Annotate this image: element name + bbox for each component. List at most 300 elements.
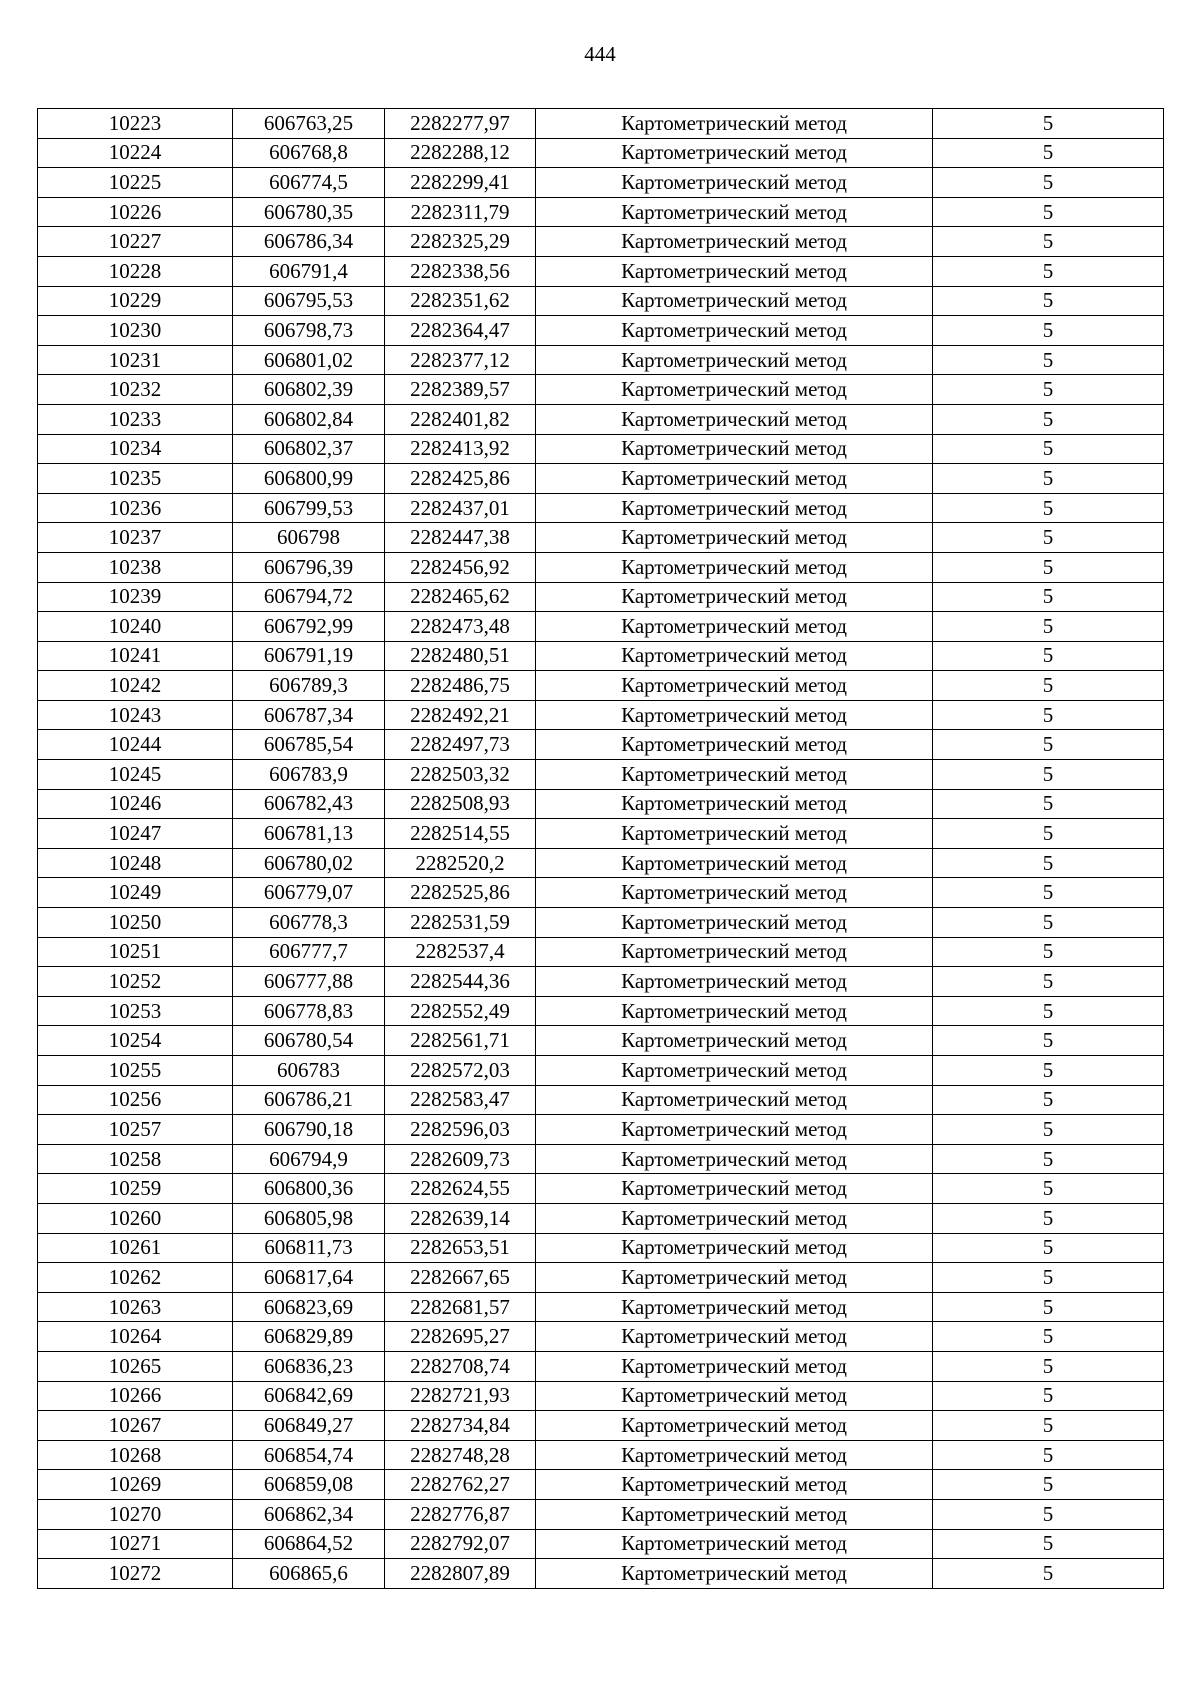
x-coordinate-cell: 606794,9: [233, 1144, 385, 1174]
y-coordinate-cell: 2282583,47: [385, 1085, 536, 1115]
table-row: [38, 1056, 1164, 1086]
y-coordinate-cell: 2282572,03: [385, 1056, 536, 1086]
y-coordinate-cell: 2282667,65: [385, 1263, 536, 1293]
x-coordinate-cell: 606862,34: [233, 1499, 385, 1529]
y-coordinate-cell: 2282792,07: [385, 1529, 536, 1559]
table-row: [38, 848, 1164, 878]
point-number-cell: 10249: [38, 878, 233, 908]
x-coordinate-cell: 606849,27: [233, 1411, 385, 1441]
point-number-cell: 10254: [38, 1026, 233, 1056]
x-coordinate-cell: 606795,53: [233, 286, 385, 316]
accuracy-cell: 5: [933, 819, 1164, 849]
method-cell: Картометрический метод: [536, 1559, 933, 1589]
point-number-cell: 10253: [38, 996, 233, 1026]
accuracy-cell: 5: [933, 168, 1164, 198]
table-row: [38, 227, 1164, 257]
accuracy-cell: 5: [933, 1351, 1164, 1381]
method-cell: Картометрический метод: [536, 1085, 933, 1115]
table-row: [38, 730, 1164, 760]
method-cell: Картометрический метод: [536, 1115, 933, 1145]
point-number-cell: 10265: [38, 1351, 233, 1381]
table-row: [38, 1233, 1164, 1263]
y-coordinate-cell: 2282465,62: [385, 582, 536, 612]
method-cell: Картометрический метод: [536, 552, 933, 582]
x-coordinate-cell: 606796,39: [233, 552, 385, 582]
x-coordinate-cell: 606865,6: [233, 1559, 385, 1589]
point-number-cell: 10237: [38, 523, 233, 553]
point-number-cell: 10227: [38, 227, 233, 257]
y-coordinate-cell: 2282325,29: [385, 227, 536, 257]
method-cell: Картометрический метод: [536, 286, 933, 316]
table-row: [38, 760, 1164, 790]
x-coordinate-cell: 606790,18: [233, 1115, 385, 1145]
accuracy-cell: 5: [933, 1174, 1164, 1204]
y-coordinate-cell: 2282537,4: [385, 937, 536, 967]
accuracy-cell: 5: [933, 464, 1164, 494]
x-coordinate-cell: 606782,43: [233, 789, 385, 819]
y-coordinate-cell: 2282447,38: [385, 523, 536, 553]
accuracy-cell: 5: [933, 552, 1164, 582]
table-row: [38, 1144, 1164, 1174]
accuracy-cell: 5: [933, 345, 1164, 375]
accuracy-cell: 5: [933, 612, 1164, 642]
point-number-cell: 10257: [38, 1115, 233, 1145]
method-cell: Картометрический метод: [536, 1381, 933, 1411]
method-cell: Картометрический метод: [536, 168, 933, 198]
table-row: [38, 789, 1164, 819]
x-coordinate-cell: 606780,35: [233, 197, 385, 227]
accuracy-cell: 5: [933, 404, 1164, 434]
point-number-cell: 10250: [38, 908, 233, 938]
accuracy-cell: 5: [933, 1529, 1164, 1559]
method-cell: Картометрический метод: [536, 730, 933, 760]
accuracy-cell: 5: [933, 1292, 1164, 1322]
x-coordinate-cell: 606780,54: [233, 1026, 385, 1056]
point-number-cell: 10270: [38, 1499, 233, 1529]
x-coordinate-cell: 606777,7: [233, 937, 385, 967]
y-coordinate-cell: 2282277,97: [385, 109, 536, 139]
x-coordinate-cell: 606811,73: [233, 1233, 385, 1263]
table-row: [38, 1529, 1164, 1559]
point-number-cell: 10226: [38, 197, 233, 227]
x-coordinate-cell: 606823,69: [233, 1292, 385, 1322]
method-cell: Картометрический метод: [536, 256, 933, 286]
x-coordinate-cell: 606799,53: [233, 493, 385, 523]
table-row: [38, 996, 1164, 1026]
accuracy-cell: 5: [933, 1056, 1164, 1086]
table-row: [38, 671, 1164, 701]
accuracy-cell: 5: [933, 582, 1164, 612]
y-coordinate-cell: 2282288,12: [385, 138, 536, 168]
accuracy-cell: 5: [933, 908, 1164, 938]
x-coordinate-cell: 606864,52: [233, 1529, 385, 1559]
method-cell: Картометрический метод: [536, 345, 933, 375]
method-cell: Картометрический метод: [536, 641, 933, 671]
point-number-cell: 10242: [38, 671, 233, 701]
method-cell: Картометрический метод: [536, 109, 933, 139]
table-row: [38, 819, 1164, 849]
point-number-cell: 10248: [38, 848, 233, 878]
point-number-cell: 10236: [38, 493, 233, 523]
accuracy-cell: 5: [933, 523, 1164, 553]
point-number-cell: 10271: [38, 1529, 233, 1559]
method-cell: Картометрический метод: [536, 1322, 933, 1352]
method-cell: Картометрический метод: [536, 1499, 933, 1529]
accuracy-cell: 5: [933, 434, 1164, 464]
point-number-cell: 10223: [38, 109, 233, 139]
method-cell: Картометрический метод: [536, 996, 933, 1026]
x-coordinate-cell: 606780,02: [233, 848, 385, 878]
method-cell: Картометрический метод: [536, 523, 933, 553]
x-coordinate-cell: 606792,99: [233, 612, 385, 642]
x-coordinate-cell: 606794,72: [233, 582, 385, 612]
table-row: [38, 878, 1164, 908]
method-cell: Картометрический метод: [536, 1056, 933, 1086]
accuracy-cell: 5: [933, 730, 1164, 760]
table-row: [38, 1322, 1164, 1352]
point-number-cell: 10240: [38, 612, 233, 642]
x-coordinate-cell: 606800,99: [233, 464, 385, 494]
method-cell: Картометрический метод: [536, 227, 933, 257]
method-cell: Картометрический метод: [536, 908, 933, 938]
method-cell: Картометрический метод: [536, 700, 933, 730]
y-coordinate-cell: 2282503,32: [385, 760, 536, 790]
point-number-cell: 10224: [38, 138, 233, 168]
method-cell: Картометрический метод: [536, 937, 933, 967]
accuracy-cell: 5: [933, 286, 1164, 316]
y-coordinate-cell: 2282531,59: [385, 908, 536, 938]
point-number-cell: 10234: [38, 434, 233, 464]
table-row: [38, 1263, 1164, 1293]
point-number-cell: 10228: [38, 256, 233, 286]
method-cell: Картометрический метод: [536, 1440, 933, 1470]
point-number-cell: 10245: [38, 760, 233, 790]
y-coordinate-cell: 2282561,71: [385, 1026, 536, 1056]
method-cell: Картометрический метод: [536, 819, 933, 849]
accuracy-cell: 5: [933, 197, 1164, 227]
y-coordinate-cell: 2282708,74: [385, 1351, 536, 1381]
point-number-cell: 10255: [38, 1056, 233, 1086]
accuracy-cell: 5: [933, 996, 1164, 1026]
point-number-cell: 10256: [38, 1085, 233, 1115]
method-cell: Картометрический метод: [536, 404, 933, 434]
method-cell: Картометрический метод: [536, 375, 933, 405]
point-number-cell: 10262: [38, 1263, 233, 1293]
accuracy-cell: 5: [933, 937, 1164, 967]
y-coordinate-cell: 2282351,62: [385, 286, 536, 316]
point-number-cell: 10269: [38, 1470, 233, 1500]
point-number-cell: 10231: [38, 345, 233, 375]
x-coordinate-cell: 606802,37: [233, 434, 385, 464]
x-coordinate-cell: 606789,3: [233, 671, 385, 701]
accuracy-cell: 5: [933, 700, 1164, 730]
y-coordinate-cell: 2282364,47: [385, 316, 536, 346]
point-number-cell: 10272: [38, 1559, 233, 1589]
accuracy-cell: 5: [933, 878, 1164, 908]
accuracy-cell: 5: [933, 760, 1164, 790]
method-cell: Картометрический метод: [536, 1263, 933, 1293]
x-coordinate-cell: 606798: [233, 523, 385, 553]
y-coordinate-cell: 2282456,92: [385, 552, 536, 582]
table-row: [38, 138, 1164, 168]
accuracy-cell: 5: [933, 1144, 1164, 1174]
x-coordinate-cell: 606774,5: [233, 168, 385, 198]
x-coordinate-cell: 606786,21: [233, 1085, 385, 1115]
point-number-cell: 10229: [38, 286, 233, 316]
x-coordinate-cell: 606785,54: [233, 730, 385, 760]
method-cell: Картометрический метод: [536, 1351, 933, 1381]
table-row: [38, 582, 1164, 612]
accuracy-cell: 5: [933, 967, 1164, 997]
method-cell: Картометрический метод: [536, 316, 933, 346]
table-row: [38, 1085, 1164, 1115]
x-coordinate-cell: 606777,88: [233, 967, 385, 997]
method-cell: Картометрический метод: [536, 1411, 933, 1441]
method-cell: Картометрический метод: [536, 1233, 933, 1263]
accuracy-cell: 5: [933, 1470, 1164, 1500]
accuracy-cell: 5: [933, 1559, 1164, 1589]
accuracy-cell: 5: [933, 641, 1164, 671]
x-coordinate-cell: 606842,69: [233, 1381, 385, 1411]
method-cell: Картометрический метод: [536, 197, 933, 227]
point-number-cell: 10235: [38, 464, 233, 494]
point-number-cell: 10264: [38, 1322, 233, 1352]
accuracy-cell: 5: [933, 1263, 1164, 1293]
point-number-cell: 10247: [38, 819, 233, 849]
x-coordinate-cell: 606836,23: [233, 1351, 385, 1381]
accuracy-cell: 5: [933, 493, 1164, 523]
x-coordinate-cell: 606859,08: [233, 1470, 385, 1500]
y-coordinate-cell: 2282311,79: [385, 197, 536, 227]
table-row: [38, 1174, 1164, 1204]
point-number-cell: 10258: [38, 1144, 233, 1174]
y-coordinate-cell: 2282734,84: [385, 1411, 536, 1441]
y-coordinate-cell: 2282544,36: [385, 967, 536, 997]
method-cell: Картометрический метод: [536, 434, 933, 464]
accuracy-cell: 5: [933, 848, 1164, 878]
accuracy-cell: 5: [933, 227, 1164, 257]
table-row: [38, 612, 1164, 642]
y-coordinate-cell: 2282653,51: [385, 1233, 536, 1263]
method-cell: Картометрический метод: [536, 1529, 933, 1559]
table-row: [38, 168, 1164, 198]
accuracy-cell: 5: [933, 789, 1164, 819]
y-coordinate-cell: 2282639,14: [385, 1203, 536, 1233]
table-row: [38, 1026, 1164, 1056]
table-row: [38, 109, 1164, 139]
y-coordinate-cell: 2282480,51: [385, 641, 536, 671]
table-row: [38, 434, 1164, 464]
table-row: [38, 641, 1164, 671]
method-cell: Картометрический метод: [536, 1292, 933, 1322]
x-coordinate-cell: 606800,36: [233, 1174, 385, 1204]
method-cell: Картометрический метод: [536, 493, 933, 523]
x-coordinate-cell: 606791,19: [233, 641, 385, 671]
table-row: [38, 1203, 1164, 1233]
x-coordinate-cell: 606801,02: [233, 345, 385, 375]
y-coordinate-cell: 2282492,21: [385, 700, 536, 730]
y-coordinate-cell: 2282401,82: [385, 404, 536, 434]
x-coordinate-cell: 606763,25: [233, 109, 385, 139]
y-coordinate-cell: 2282681,57: [385, 1292, 536, 1322]
x-coordinate-cell: 606791,4: [233, 256, 385, 286]
accuracy-cell: 5: [933, 316, 1164, 346]
x-coordinate-cell: 606798,73: [233, 316, 385, 346]
point-number-cell: 10230: [38, 316, 233, 346]
table-row: [38, 1499, 1164, 1529]
method-cell: Картометрический метод: [536, 671, 933, 701]
point-number-cell: 10225: [38, 168, 233, 198]
coordinates-table-body: [38, 109, 1164, 1589]
accuracy-cell: 5: [933, 1499, 1164, 1529]
x-coordinate-cell: 606805,98: [233, 1203, 385, 1233]
point-number-cell: 10246: [38, 789, 233, 819]
point-number-cell: 10261: [38, 1233, 233, 1263]
point-number-cell: 10267: [38, 1411, 233, 1441]
table-row: [38, 1411, 1164, 1441]
y-coordinate-cell: 2282338,56: [385, 256, 536, 286]
y-coordinate-cell: 2282721,93: [385, 1381, 536, 1411]
method-cell: Картометрический метод: [536, 582, 933, 612]
accuracy-cell: 5: [933, 1026, 1164, 1056]
y-coordinate-cell: 2282486,75: [385, 671, 536, 701]
x-coordinate-cell: 606854,74: [233, 1440, 385, 1470]
table-row: [38, 375, 1164, 405]
table-row: [38, 493, 1164, 523]
point-number-cell: 10251: [38, 937, 233, 967]
accuracy-cell: 5: [933, 375, 1164, 405]
x-coordinate-cell: 606779,07: [233, 878, 385, 908]
y-coordinate-cell: 2282596,03: [385, 1115, 536, 1145]
point-number-cell: 10263: [38, 1292, 233, 1322]
accuracy-cell: 5: [933, 138, 1164, 168]
table-row: [38, 1470, 1164, 1500]
method-cell: Картометрический метод: [536, 878, 933, 908]
table-row: [38, 345, 1164, 375]
table-row: [38, 1440, 1164, 1470]
point-number-cell: 10232: [38, 375, 233, 405]
point-number-cell: 10233: [38, 404, 233, 434]
y-coordinate-cell: 2282299,41: [385, 168, 536, 198]
y-coordinate-cell: 2282695,27: [385, 1322, 536, 1352]
table-row: [38, 1292, 1164, 1322]
table-row: [38, 1381, 1164, 1411]
y-coordinate-cell: 2282413,92: [385, 434, 536, 464]
point-number-cell: 10239: [38, 582, 233, 612]
x-coordinate-cell: 606829,89: [233, 1322, 385, 1352]
method-cell: Картометрический метод: [536, 789, 933, 819]
x-coordinate-cell: 606786,34: [233, 227, 385, 257]
x-coordinate-cell: 606783: [233, 1056, 385, 1086]
y-coordinate-cell: 2282497,73: [385, 730, 536, 760]
table-row: [38, 1559, 1164, 1589]
table-row: [38, 464, 1164, 494]
coordinates-table: [37, 108, 1164, 1589]
accuracy-cell: 5: [933, 256, 1164, 286]
method-cell: Картометрический метод: [536, 760, 933, 790]
x-coordinate-cell: 606802,84: [233, 404, 385, 434]
table-row: [38, 937, 1164, 967]
x-coordinate-cell: 606817,64: [233, 1263, 385, 1293]
point-number-cell: 10244: [38, 730, 233, 760]
x-coordinate-cell: 606778,3: [233, 908, 385, 938]
table-row: [38, 404, 1164, 434]
method-cell: Картометрический метод: [536, 1174, 933, 1204]
point-number-cell: 10241: [38, 641, 233, 671]
y-coordinate-cell: 2282552,49: [385, 996, 536, 1026]
y-coordinate-cell: 2282508,93: [385, 789, 536, 819]
method-cell: Картометрический метод: [536, 967, 933, 997]
y-coordinate-cell: 2282425,86: [385, 464, 536, 494]
y-coordinate-cell: 2282776,87: [385, 1499, 536, 1529]
method-cell: Картометрический метод: [536, 612, 933, 642]
x-coordinate-cell: 606768,8: [233, 138, 385, 168]
y-coordinate-cell: 2282807,89: [385, 1559, 536, 1589]
accuracy-cell: 5: [933, 671, 1164, 701]
x-coordinate-cell: 606787,34: [233, 700, 385, 730]
accuracy-cell: 5: [933, 1322, 1164, 1352]
accuracy-cell: 5: [933, 1085, 1164, 1115]
accuracy-cell: 5: [933, 1440, 1164, 1470]
table-row: [38, 1351, 1164, 1381]
point-number-cell: 10260: [38, 1203, 233, 1233]
table-row: [38, 967, 1164, 997]
accuracy-cell: 5: [933, 1381, 1164, 1411]
x-coordinate-cell: 606783,9: [233, 760, 385, 790]
table-row: [38, 316, 1164, 346]
y-coordinate-cell: 2282520,2: [385, 848, 536, 878]
accuracy-cell: 5: [933, 1411, 1164, 1441]
table-row: [38, 908, 1164, 938]
method-cell: Картометрический метод: [536, 1026, 933, 1056]
method-cell: Картометрический метод: [536, 1470, 933, 1500]
point-number-cell: 10243: [38, 700, 233, 730]
x-coordinate-cell: 606802,39: [233, 375, 385, 405]
y-coordinate-cell: 2282748,28: [385, 1440, 536, 1470]
point-number-cell: 10268: [38, 1440, 233, 1470]
table-row: [38, 700, 1164, 730]
y-coordinate-cell: 2282473,48: [385, 612, 536, 642]
y-coordinate-cell: 2282609,73: [385, 1144, 536, 1174]
table-row: [38, 1115, 1164, 1145]
accuracy-cell: 5: [933, 1115, 1164, 1145]
y-coordinate-cell: 2282514,55: [385, 819, 536, 849]
method-cell: Картометрический метод: [536, 1203, 933, 1233]
y-coordinate-cell: 2282525,86: [385, 878, 536, 908]
y-coordinate-cell: 2282377,12: [385, 345, 536, 375]
method-cell: Картометрический метод: [536, 848, 933, 878]
x-coordinate-cell: 606778,83: [233, 996, 385, 1026]
page-number: 444: [584, 42, 616, 66]
y-coordinate-cell: 2282437,01: [385, 493, 536, 523]
method-cell: Картометрический метод: [536, 1144, 933, 1174]
method-cell: Картометрический метод: [536, 138, 933, 168]
accuracy-cell: 5: [933, 1203, 1164, 1233]
point-number-cell: 10266: [38, 1381, 233, 1411]
table-row: [38, 197, 1164, 227]
y-coordinate-cell: 2282389,57: [385, 375, 536, 405]
table-row: [38, 286, 1164, 316]
table-row: [38, 256, 1164, 286]
x-coordinate-cell: 606781,13: [233, 819, 385, 849]
y-coordinate-cell: 2282762,27: [385, 1470, 536, 1500]
method-cell: Картометрический метод: [536, 464, 933, 494]
point-number-cell: 10238: [38, 552, 233, 582]
point-number-cell: 10259: [38, 1174, 233, 1204]
y-coordinate-cell: 2282624,55: [385, 1174, 536, 1204]
point-number-cell: 10252: [38, 967, 233, 997]
table-row: [38, 523, 1164, 553]
